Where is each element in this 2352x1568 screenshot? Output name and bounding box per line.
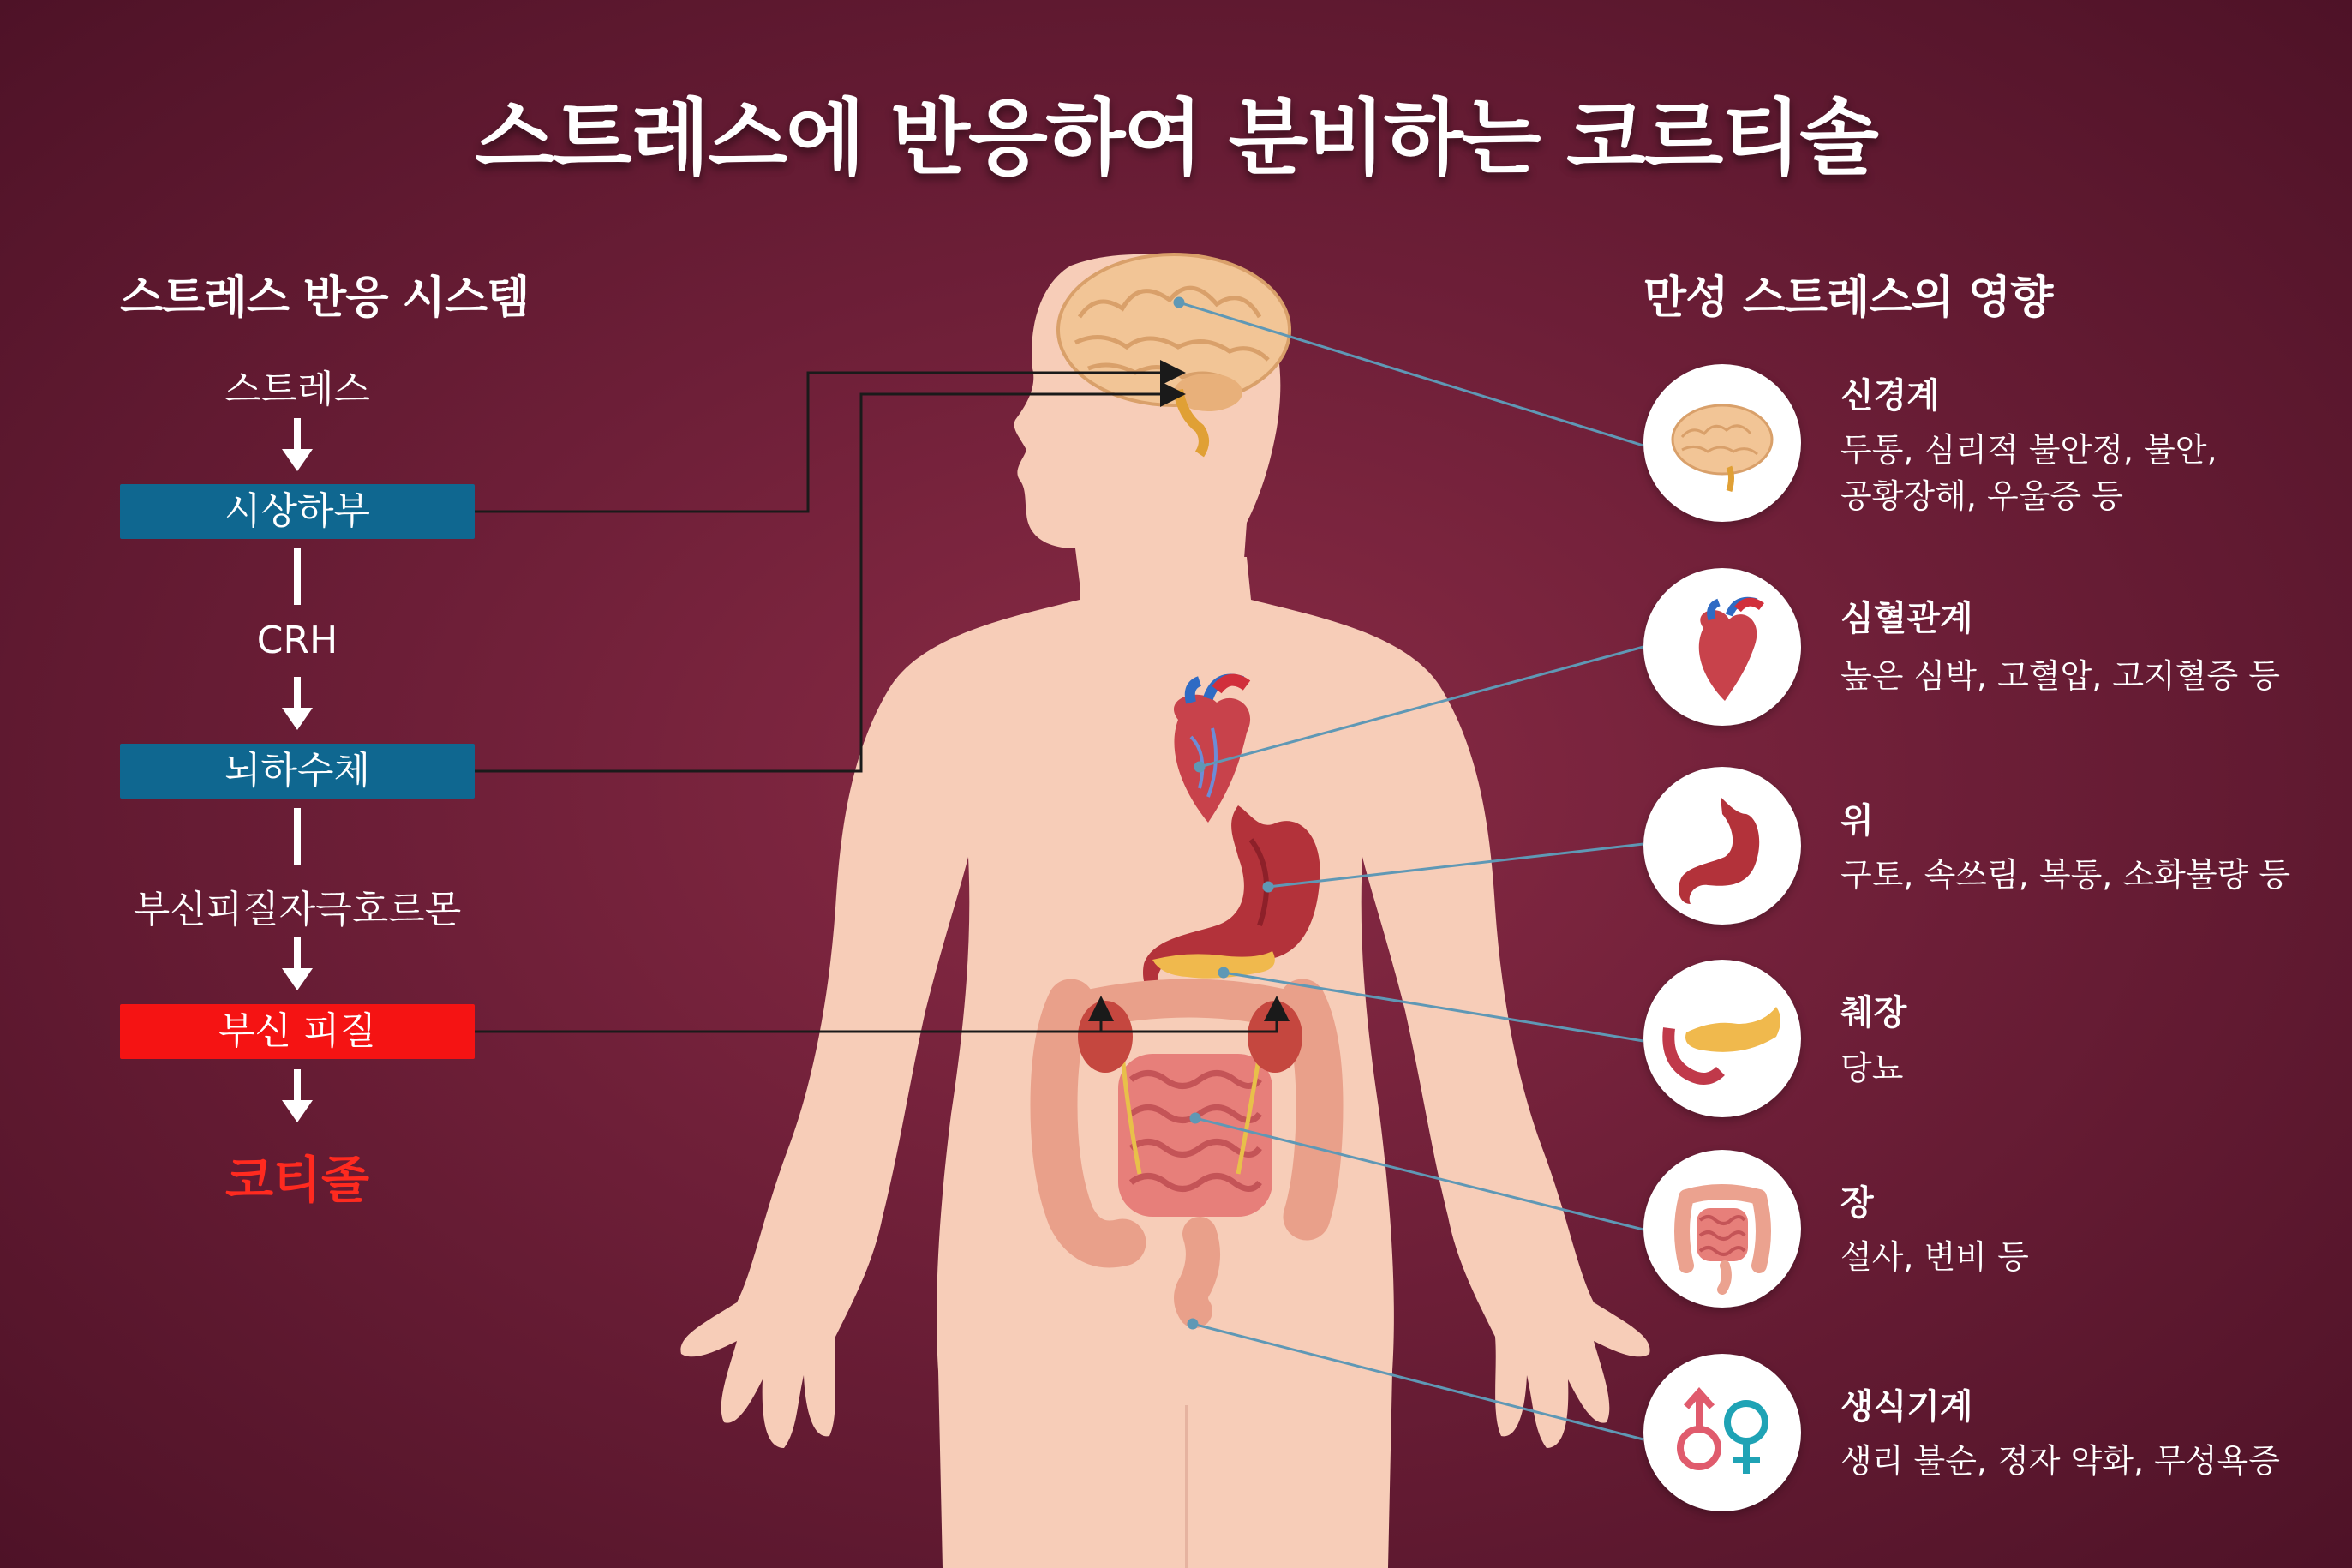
effect-description: [1840, 427, 2320, 519]
flow-acth-label: 부신피질자극호르몬: [133, 888, 462, 931]
hypothalamus-box: 시상하부: [120, 484, 475, 539]
cortisol-label: 코티졸: [224, 1151, 370, 1209]
effect-desc-line: 구토, 속쓰림, 복통, 소화불량 등: [1840, 856, 2291, 894]
page-title: 스트레스에 반응하여 분비하는 코르티솔: [475, 90, 1877, 186]
effect-desc-line: 공황장해, 우울증 등: [1840, 477, 2123, 515]
stomach-icon: [1643, 767, 1801, 925]
heart-icon: [1643, 568, 1801, 726]
effect-desc-line: 높은 심박, 고혈압, 고지혈증 등: [1840, 657, 2280, 695]
brain-icon: [1643, 364, 1801, 522]
pituitary-box: 뇌하수체: [120, 744, 475, 799]
flow-crh-label: CRH: [256, 619, 338, 662]
chronic-stress-heading: 만성 스트레스의 영향: [1643, 272, 2053, 324]
stress-system-heading: 스트레스 반응 시스템: [120, 272, 530, 324]
effect-description: [1840, 1234, 2320, 1280]
pancreas-icon: [1643, 960, 1801, 1117]
effect-desc-line: 설사, 변비 등: [1840, 1238, 2029, 1276]
effect-title: 위: [1840, 801, 1874, 841]
effect-description: [1840, 1438, 2320, 1484]
effect-desc-line: 생리 불순, 정자 약화, 무성욕증: [1840, 1442, 2280, 1480]
effect-title: 신경계: [1840, 376, 1940, 416]
effect-desc-line: 당뇨: [1840, 1050, 1904, 1087]
effect-title: 췌장: [1840, 993, 1907, 1032]
effect-title: 장: [1840, 1183, 1874, 1223]
effect-description: [1840, 653, 2320, 699]
effect-title: 심혈관계: [1840, 599, 1973, 638]
adrenal-cortex-box: 부신 피질: [120, 1004, 475, 1059]
flow-stress-label: 스트레스: [224, 368, 370, 411]
effect-description: [1840, 1045, 2320, 1092]
effect-desc-line: 두통, 심리적 불안정, 불안,: [1840, 431, 2217, 469]
intestine-icon: [1643, 1150, 1801, 1308]
effect-title: 생식기계: [1840, 1387, 1973, 1427]
effect-description: [1840, 852, 2320, 898]
gender-icon: [1643, 1354, 1801, 1511]
body-silhouette: [680, 254, 1649, 1568]
